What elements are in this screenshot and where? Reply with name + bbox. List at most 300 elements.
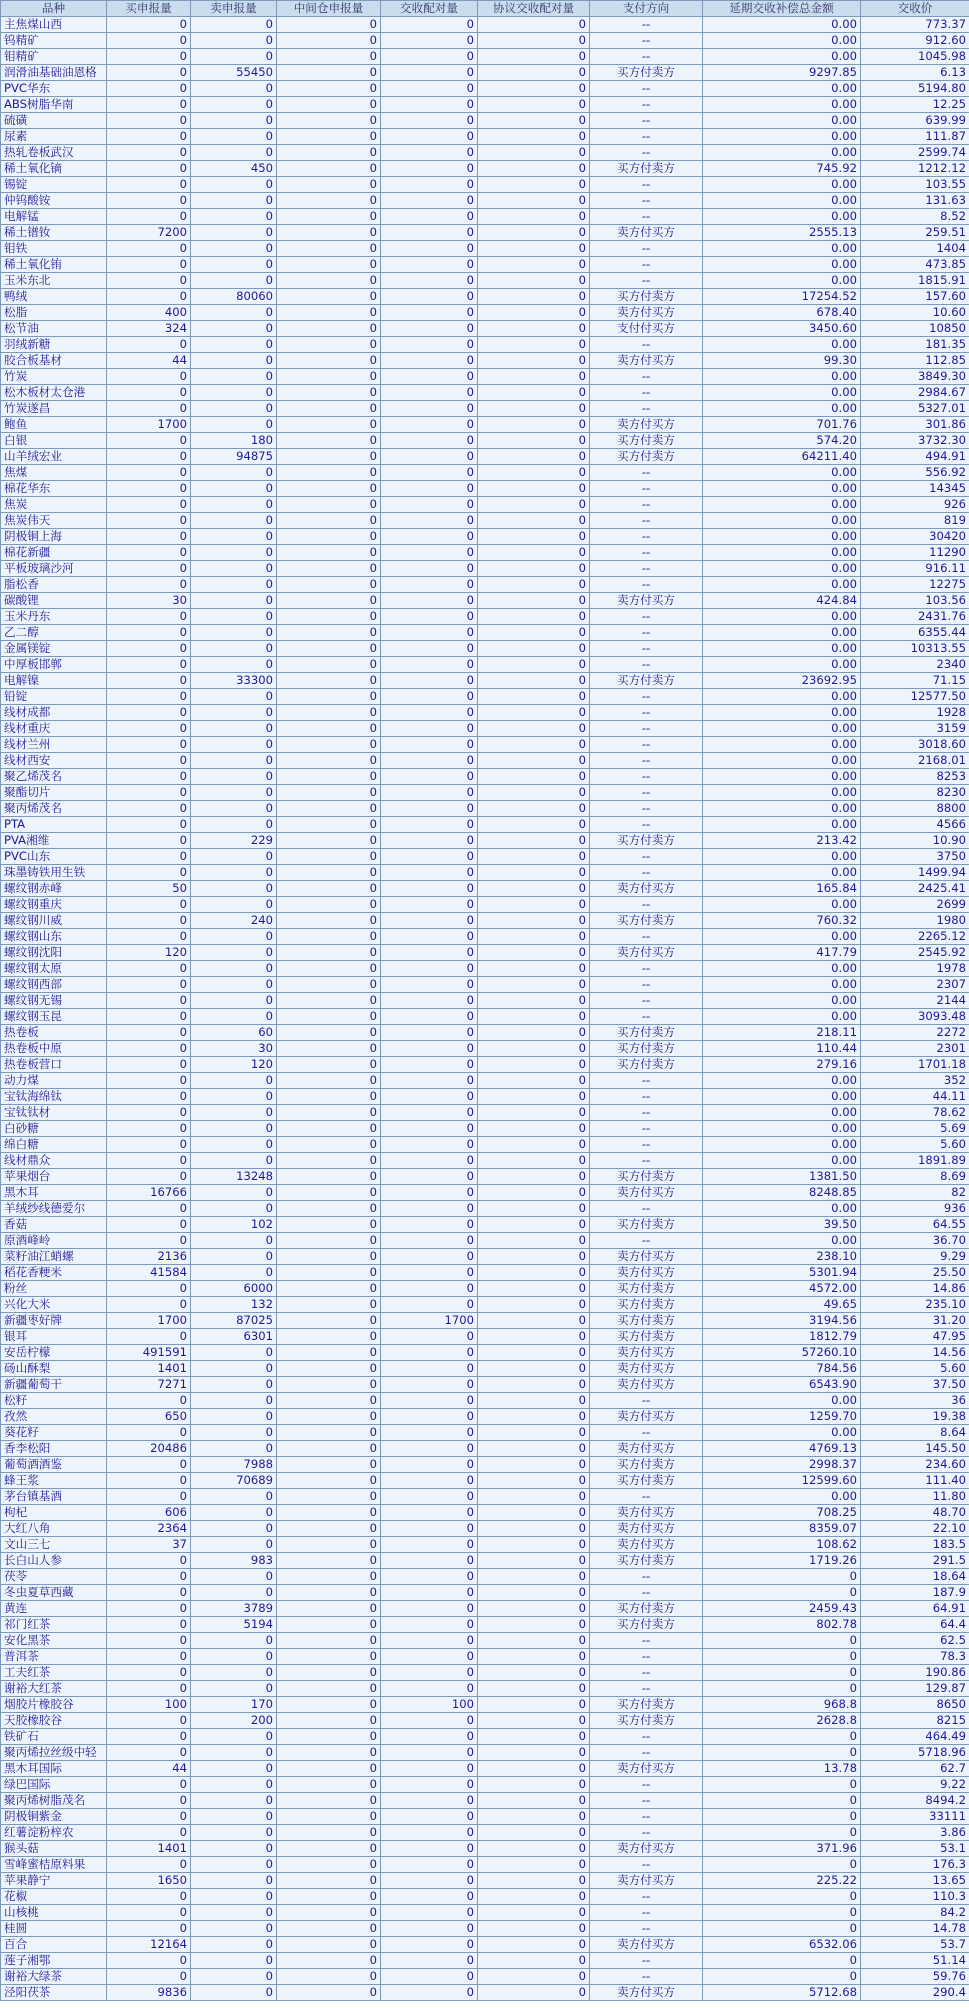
- sell-declared-cell: 0: [191, 1489, 277, 1505]
- deferred-compensation-cell: 0: [703, 1745, 861, 1761]
- payment-direction-cell: --: [590, 801, 703, 817]
- agreement-matched-cell: 0: [478, 1841, 590, 1857]
- commodity-cell: 猴头菇: [1, 1841, 107, 1857]
- sell-declared-cell: 0: [191, 1585, 277, 1601]
- agreement-matched-cell: 0: [478, 849, 590, 865]
- deferred-compensation-cell: 0.00: [703, 385, 861, 401]
- deferred-compensation-cell: 0.00: [703, 81, 861, 97]
- sell-declared-cell: 0: [191, 929, 277, 945]
- sell-declared-cell: 0: [191, 1009, 277, 1025]
- sell-declared-cell: 0: [191, 1889, 277, 1905]
- sell-declared-cell: 0: [191, 385, 277, 401]
- commodity-cell: 线材成都: [1, 705, 107, 721]
- deferred-compensation-cell: 0.00: [703, 209, 861, 225]
- payment-direction-cell: 卖方付买方: [590, 1409, 703, 1425]
- table-row: [1, 1425, 969, 1441]
- commodity-cell: PVC山东: [1, 849, 107, 865]
- delivery-matched-cell: 0: [381, 897, 478, 913]
- intermediate-declared-cell: 0: [277, 1265, 381, 1281]
- commodity-cell: 线材兰州: [1, 737, 107, 753]
- buy-declared-cell: 0: [107, 1713, 191, 1729]
- payment-direction-cell: --: [590, 705, 703, 721]
- deferred-compensation-cell: 0: [703, 1809, 861, 1825]
- intermediate-declared-cell: 0: [277, 929, 381, 945]
- table-row: [1, 881, 969, 897]
- intermediate-declared-cell: 0: [277, 161, 381, 177]
- delivery-price-cell: 3732.30: [861, 433, 969, 449]
- buy-declared-cell: 44: [107, 353, 191, 369]
- deferred-compensation-cell: 165.84: [703, 881, 861, 897]
- payment-direction-cell: --: [590, 1009, 703, 1025]
- agreement-matched-cell: 0: [478, 1937, 590, 1953]
- payment-direction-cell: 卖方付买方: [590, 1265, 703, 1281]
- payment-direction-cell: 买方付卖方: [590, 1601, 703, 1617]
- deferred-compensation-cell: 49.65: [703, 1297, 861, 1313]
- commodity-cell: 宝钛钛材: [1, 1105, 107, 1121]
- buy-declared-cell: 0: [107, 1105, 191, 1121]
- agreement-matched-cell: 0: [478, 705, 590, 721]
- intermediate-declared-cell: 0: [277, 673, 381, 689]
- agreement-matched-cell: 0: [478, 1953, 590, 1969]
- sell-declared-cell: 450: [191, 161, 277, 177]
- buy-declared-cell: 0: [107, 1473, 191, 1489]
- sell-declared-cell: 0: [191, 1841, 277, 1857]
- sell-declared-cell: 0: [191, 1729, 277, 1745]
- intermediate-declared-cell: 0: [277, 241, 381, 257]
- delivery-matched-cell: 0: [381, 577, 478, 593]
- agreement-matched-cell: 0: [478, 97, 590, 113]
- table-row: [1, 1537, 969, 1553]
- deferred-compensation-cell: 0: [703, 1889, 861, 1905]
- delivery-matched-cell: 0: [381, 257, 478, 273]
- delivery-price-cell: 473.85: [861, 257, 969, 273]
- payment-direction-cell: --: [590, 209, 703, 225]
- deferred-compensation-cell: 0.00: [703, 1137, 861, 1153]
- commodity-cell: 热卷板营口: [1, 1057, 107, 1073]
- agreement-matched-cell: 0: [478, 769, 590, 785]
- delivery-matched-cell: 0: [381, 449, 478, 465]
- buy-declared-cell: 0: [107, 865, 191, 881]
- delivery-price-cell: 103.56: [861, 593, 969, 609]
- payment-direction-cell: --: [590, 1825, 703, 1841]
- table-row: [1, 1201, 969, 1217]
- deferred-compensation-cell: 0: [703, 1793, 861, 1809]
- sell-declared-cell: 0: [191, 353, 277, 369]
- delivery-price-cell: 1815.91: [861, 273, 969, 289]
- delivery-matched-cell: 0: [381, 1297, 478, 1313]
- intermediate-declared-cell: 0: [277, 1505, 381, 1521]
- deferred-compensation-cell: 0.00: [703, 817, 861, 833]
- delivery-price-cell: 8494.2: [861, 1793, 969, 1809]
- sell-declared-cell: 0: [191, 977, 277, 993]
- commodity-cell: 螺纹钢无锡: [1, 993, 107, 1009]
- deferred-compensation-cell: 0.00: [703, 1121, 861, 1137]
- agreement-matched-cell: 0: [478, 961, 590, 977]
- delivery-matched-cell: 0: [381, 177, 478, 193]
- agreement-matched-cell: 0: [478, 177, 590, 193]
- delivery-price-cell: 2431.76: [861, 609, 969, 625]
- intermediate-declared-cell: 0: [277, 177, 381, 193]
- commodity-cell: 螺纹钢太原: [1, 961, 107, 977]
- deferred-compensation-cell: 0.00: [703, 1425, 861, 1441]
- table-row: [1, 465, 969, 481]
- intermediate-declared-cell: 0: [277, 1073, 381, 1089]
- agreement-matched-cell: 0: [478, 1121, 590, 1137]
- commodity-cell: 原酒峰岭: [1, 1233, 107, 1249]
- agreement-matched-cell: 0: [478, 1697, 590, 1713]
- buy-declared-cell: 30: [107, 593, 191, 609]
- sell-declared-cell: 0: [191, 1857, 277, 1873]
- deferred-compensation-cell: 1381.50: [703, 1169, 861, 1185]
- deferred-compensation-cell: 0.00: [703, 705, 861, 721]
- table-row: [1, 1793, 969, 1809]
- delivery-matched-cell: 0: [381, 1953, 478, 1969]
- delivery-price-cell: 2307: [861, 977, 969, 993]
- table-row: [1, 1233, 969, 1249]
- agreement-matched-cell: 0: [478, 513, 590, 529]
- table-row: [1, 1857, 969, 1873]
- deferred-compensation-cell: 0: [703, 1681, 861, 1697]
- commodity-cell: 苹果烟台: [1, 1169, 107, 1185]
- commodity-cell: PTA: [1, 817, 107, 833]
- buy-declared-cell: 0: [107, 577, 191, 593]
- deferred-compensation-cell: 12599.60: [703, 1473, 861, 1489]
- sell-declared-cell: 0: [191, 689, 277, 705]
- commodity-cell: 工夫红茶: [1, 1665, 107, 1681]
- commodity-cell: 棉花华东: [1, 481, 107, 497]
- table-row: [1, 1713, 969, 1729]
- sell-declared-cell: 0: [191, 241, 277, 257]
- deferred-compensation-cell: 0.00: [703, 561, 861, 577]
- delivery-matched-cell: 0: [381, 993, 478, 1009]
- commodity-cell: 焦煤: [1, 465, 107, 481]
- intermediate-declared-cell: 0: [277, 913, 381, 929]
- sell-declared-cell: 0: [191, 817, 277, 833]
- commodity-cell: 香菇: [1, 1217, 107, 1233]
- table-row: [1, 1041, 969, 1057]
- payment-direction-cell: 买方付卖方: [590, 161, 703, 177]
- delivery-matched-cell: 0: [381, 145, 478, 161]
- buy-declared-cell: 0: [107, 1121, 191, 1137]
- table-row: [1, 1617, 969, 1633]
- intermediate-declared-cell: 0: [277, 865, 381, 881]
- deferred-compensation-cell: 0: [703, 1633, 861, 1649]
- payment-direction-cell: 买方付卖方: [590, 833, 703, 849]
- intermediate-declared-cell: 0: [277, 881, 381, 897]
- payment-direction-cell: --: [590, 1729, 703, 1745]
- delivery-price-cell: 78.3: [861, 1649, 969, 1665]
- sell-declared-cell: 200: [191, 1713, 277, 1729]
- intermediate-declared-cell: 0: [277, 1473, 381, 1489]
- agreement-matched-cell: 0: [478, 433, 590, 449]
- sell-declared-cell: 0: [191, 593, 277, 609]
- delivery-price-cell: 1928: [861, 705, 969, 721]
- table-row: [1, 321, 969, 337]
- sell-declared-cell: 6000: [191, 1281, 277, 1297]
- buy-declared-cell: 20486: [107, 1441, 191, 1457]
- sell-declared-cell: 0: [191, 1089, 277, 1105]
- delivery-matched-cell: 0: [381, 1185, 478, 1201]
- table-row: [1, 97, 969, 113]
- delivery-matched-cell: 0: [381, 241, 478, 257]
- payment-direction-cell: --: [590, 961, 703, 977]
- delivery-matched-cell: 0: [381, 1857, 478, 1873]
- agreement-matched-cell: 0: [478, 1281, 590, 1297]
- sell-declared-cell: 0: [191, 177, 277, 193]
- intermediate-declared-cell: 0: [277, 1617, 381, 1633]
- agreement-matched-cell: 0: [478, 865, 590, 881]
- delivery-price-cell: 129.87: [861, 1681, 969, 1697]
- delivery-matched-cell: 0: [381, 929, 478, 945]
- agreement-matched-cell: 0: [478, 49, 590, 65]
- sell-declared-cell: 0: [191, 1569, 277, 1585]
- payment-direction-cell: --: [590, 1569, 703, 1585]
- table-row: [1, 1441, 969, 1457]
- buy-declared-cell: 0: [107, 1553, 191, 1569]
- table-row: [1, 1009, 969, 1025]
- buy-declared-cell: 9836: [107, 1985, 191, 2001]
- deferred-compensation-cell: 6543.90: [703, 1377, 861, 1393]
- sell-declared-cell: 0: [191, 1905, 277, 1921]
- agreement-matched-cell: 0: [478, 1073, 590, 1089]
- payment-direction-cell: --: [590, 625, 703, 641]
- delivery-price-cell: 3093.48: [861, 1009, 969, 1025]
- payment-direction-cell: --: [590, 97, 703, 113]
- payment-direction-cell: --: [590, 865, 703, 881]
- delivery-matched-cell: 0: [381, 1041, 478, 1057]
- buy-declared-cell: 0: [107, 385, 191, 401]
- agreement-matched-cell: 0: [478, 1137, 590, 1153]
- payment-direction-cell: 卖方付买方: [590, 1761, 703, 1777]
- agreement-matched-cell: 0: [478, 1873, 590, 1889]
- buy-declared-cell: 0: [107, 81, 191, 97]
- payment-direction-cell: --: [590, 1777, 703, 1793]
- buy-declared-cell: 0: [107, 1153, 191, 1169]
- sell-declared-cell: 87025: [191, 1313, 277, 1329]
- delivery-matched-cell: 0: [381, 49, 478, 65]
- sell-declared-cell: 132: [191, 1297, 277, 1313]
- commodity-cell: 兴化大米: [1, 1297, 107, 1313]
- table-row: [1, 705, 969, 721]
- delivery-matched-cell: 0: [381, 369, 478, 385]
- commodity-cell: 钼铁: [1, 241, 107, 257]
- commodity-cell: 阴极铜紫金: [1, 1809, 107, 1825]
- intermediate-declared-cell: 0: [277, 1345, 381, 1361]
- delivery-matched-cell: 0: [381, 1201, 478, 1217]
- table-row: [1, 449, 969, 465]
- deferred-compensation-cell: 0.00: [703, 1009, 861, 1025]
- sell-declared-cell: 0: [191, 209, 277, 225]
- delivery-matched-cell: 0: [381, 481, 478, 497]
- buy-declared-cell: 0: [107, 161, 191, 177]
- payment-direction-cell: 买方付卖方: [590, 1457, 703, 1473]
- intermediate-declared-cell: 0: [277, 737, 381, 753]
- deferred-compensation-cell: 0: [703, 1665, 861, 1681]
- payment-direction-cell: --: [590, 1969, 703, 1985]
- table-row: [1, 641, 969, 657]
- intermediate-declared-cell: 0: [277, 1697, 381, 1713]
- intermediate-declared-cell: 0: [277, 1457, 381, 1473]
- delivery-price-cell: 259.51: [861, 225, 969, 241]
- agreement-matched-cell: 0: [478, 1905, 590, 1921]
- sell-declared-cell: 170: [191, 1697, 277, 1713]
- buy-declared-cell: 0: [107, 833, 191, 849]
- deferred-compensation-cell: 238.10: [703, 1249, 861, 1265]
- intermediate-declared-cell: 0: [277, 321, 381, 337]
- delivery-price-cell: 301.86: [861, 417, 969, 433]
- delivery-matched-cell: 0: [381, 1937, 478, 1953]
- payment-direction-cell: --: [590, 1393, 703, 1409]
- buy-declared-cell: 0: [107, 705, 191, 721]
- agreement-matched-cell: 0: [478, 481, 590, 497]
- deferred-compensation-cell: 6532.06: [703, 1937, 861, 1953]
- intermediate-declared-cell: 0: [277, 1521, 381, 1537]
- table-row: [1, 1905, 969, 1921]
- intermediate-declared-cell: 0: [277, 481, 381, 497]
- delivery-matched-cell: 0: [381, 1521, 478, 1537]
- delivery-matched-cell: 0: [381, 1057, 478, 1073]
- intermediate-declared-cell: 0: [277, 1585, 381, 1601]
- buy-declared-cell: 0: [107, 1681, 191, 1697]
- intermediate-declared-cell: 0: [277, 1105, 381, 1121]
- agreement-matched-cell: 0: [478, 1921, 590, 1937]
- agreement-matched-cell: 0: [478, 1745, 590, 1761]
- table-row: [1, 1073, 969, 1089]
- agreement-matched-cell: 0: [478, 689, 590, 705]
- buy-declared-cell: 16766: [107, 1185, 191, 1201]
- payment-direction-cell: 卖方付买方: [590, 305, 703, 321]
- intermediate-declared-cell: 0: [277, 1153, 381, 1169]
- commodity-cell: 松木板材太仓港: [1, 385, 107, 401]
- payment-direction-cell: --: [590, 1921, 703, 1937]
- commodity-cell: 羽绒新糖: [1, 337, 107, 353]
- intermediate-declared-cell: 0: [277, 769, 381, 785]
- commodity-cell: 稀土镨钕: [1, 225, 107, 241]
- intermediate-declared-cell: 0: [277, 401, 381, 417]
- commodity-cell: 螺纹钢西部: [1, 977, 107, 993]
- delivery-price-cell: 131.63: [861, 193, 969, 209]
- deferred-compensation-cell: 708.25: [703, 1505, 861, 1521]
- deferred-compensation-cell: 57260.10: [703, 1345, 861, 1361]
- table-row: [1, 1985, 969, 2001]
- sell-declared-cell: 0: [191, 881, 277, 897]
- deferred-compensation-cell: 17254.52: [703, 289, 861, 305]
- agreement-matched-cell: 0: [478, 1649, 590, 1665]
- delivery-matched-cell: 0: [381, 1249, 478, 1265]
- table-row: [1, 529, 969, 545]
- intermediate-declared-cell: 0: [277, 1633, 381, 1649]
- agreement-matched-cell: 0: [478, 17, 590, 33]
- sell-declared-cell: 0: [191, 1121, 277, 1137]
- delivery-matched-cell: 0: [381, 417, 478, 433]
- sell-declared-cell: 0: [191, 1345, 277, 1361]
- agreement-matched-cell: 0: [478, 1633, 590, 1649]
- buy-declared-cell: 0: [107, 817, 191, 833]
- delivery-matched-cell: 0: [381, 65, 478, 81]
- payment-direction-cell: --: [590, 49, 703, 65]
- commodity-cell: PVC华东: [1, 81, 107, 97]
- deferred-compensation-cell: 99.30: [703, 353, 861, 369]
- intermediate-declared-cell: 0: [277, 1249, 381, 1265]
- payment-direction-cell: 买方付卖方: [590, 1281, 703, 1297]
- commodity-cell: 红薯淀粉梓农: [1, 1825, 107, 1841]
- deferred-compensation-cell: 0.00: [703, 977, 861, 993]
- delivery-matched-cell: 0: [381, 385, 478, 401]
- sell-declared-cell: 0: [191, 337, 277, 353]
- intermediate-declared-cell: 0: [277, 305, 381, 321]
- commodity-cell: 螺纹钢川威: [1, 913, 107, 929]
- buy-declared-cell: 1401: [107, 1841, 191, 1857]
- delivery-price-cell: 3849.30: [861, 369, 969, 385]
- agreement-matched-cell: 0: [478, 449, 590, 465]
- intermediate-declared-cell: 0: [277, 1729, 381, 1745]
- deferred-compensation-cell: 0.00: [703, 1201, 861, 1217]
- delivery-price-cell: 62.7: [861, 1761, 969, 1777]
- delivery-price-cell: 78.62: [861, 1105, 969, 1121]
- col-header-buy-declared: 买申报量: [107, 1, 191, 17]
- buy-declared-cell: 0: [107, 609, 191, 625]
- intermediate-declared-cell: 0: [277, 1281, 381, 1297]
- deferred-compensation-cell: 0.00: [703, 129, 861, 145]
- sell-declared-cell: 0: [191, 1361, 277, 1377]
- payment-direction-cell: --: [590, 641, 703, 657]
- col-header-intermediate-declared: 中间仓申报量: [277, 1, 381, 17]
- payment-direction-cell: --: [590, 577, 703, 593]
- intermediate-declared-cell: 0: [277, 81, 381, 97]
- commodity-cell: 绵白糖: [1, 1137, 107, 1153]
- deferred-compensation-cell: 0.00: [703, 193, 861, 209]
- table-row: [1, 1377, 969, 1393]
- sell-declared-cell: 0: [191, 577, 277, 593]
- payment-direction-cell: --: [590, 193, 703, 209]
- payment-direction-cell: --: [590, 977, 703, 993]
- buy-declared-cell: 0: [107, 513, 191, 529]
- agreement-matched-cell: 0: [478, 465, 590, 481]
- buy-declared-cell: 0: [107, 1777, 191, 1793]
- commodity-cell: 焦炭: [1, 497, 107, 513]
- buy-declared-cell: 0: [107, 1489, 191, 1505]
- delivery-matched-cell: 0: [381, 961, 478, 977]
- deferred-compensation-cell: 802.78: [703, 1617, 861, 1633]
- payment-direction-cell: --: [590, 1137, 703, 1153]
- deferred-compensation-cell: 0: [703, 1905, 861, 1921]
- intermediate-declared-cell: 0: [277, 689, 381, 705]
- delivery-price-cell: 110.3: [861, 1889, 969, 1905]
- payment-direction-cell: --: [590, 897, 703, 913]
- agreement-matched-cell: 0: [478, 1249, 590, 1265]
- buy-declared-cell: 0: [107, 113, 191, 129]
- table-row: [1, 401, 969, 417]
- payment-direction-cell: 卖方付买方: [590, 1521, 703, 1537]
- agreement-matched-cell: 0: [478, 737, 590, 753]
- buy-declared-cell: 0: [107, 1969, 191, 1985]
- delivery-matched-cell: 0: [381, 1009, 478, 1025]
- table-row: [1, 1937, 969, 1953]
- deferred-compensation-cell: 0.00: [703, 145, 861, 161]
- delivery-price-cell: 2599.74: [861, 145, 969, 161]
- table-row: [1, 1953, 969, 1969]
- buy-declared-cell: 0: [107, 1601, 191, 1617]
- commodity-cell: 山羊绒宏业: [1, 449, 107, 465]
- agreement-matched-cell: 0: [478, 113, 590, 129]
- buy-declared-cell: 50: [107, 881, 191, 897]
- buy-declared-cell: 0: [107, 1921, 191, 1937]
- intermediate-declared-cell: 0: [277, 545, 381, 561]
- table-row: [1, 1313, 969, 1329]
- intermediate-declared-cell: 0: [277, 1793, 381, 1809]
- commodity-cell: 钨精矿: [1, 33, 107, 49]
- commodity-cell: 黄连: [1, 1601, 107, 1617]
